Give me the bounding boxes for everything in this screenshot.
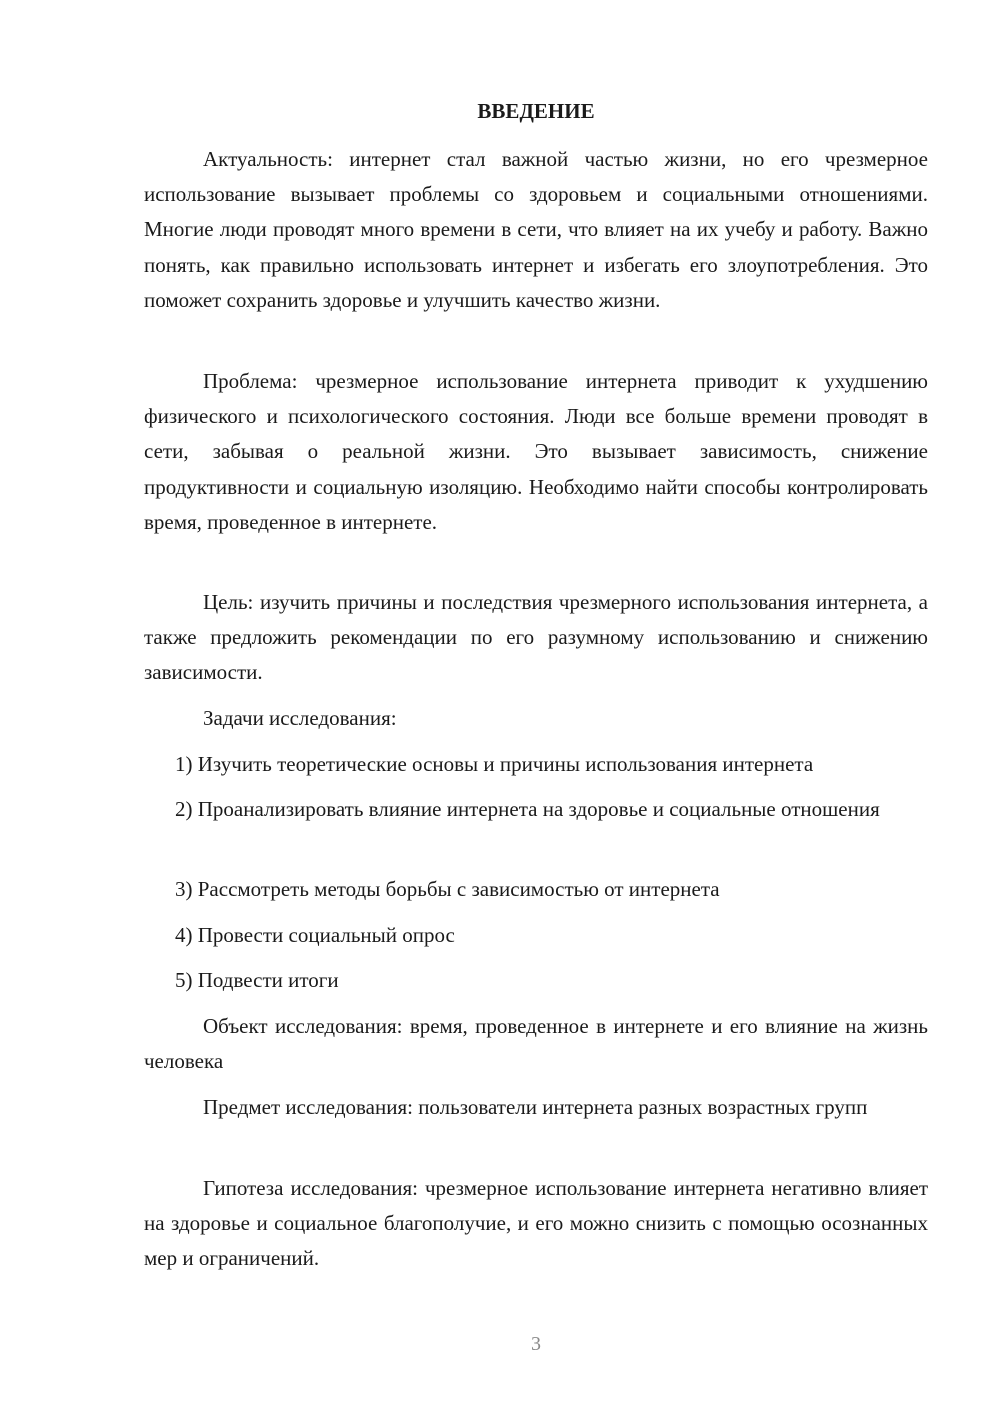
hypothesis-paragraph: Гипотеза исследования: чрезмерное использование интернета негативно влияет на здоровье и социальное благополучие, и его можно снизить с помощью осознанных мер и ограничений. — [144, 1176, 928, 1271]
task-item-2: 2) Проанализировать влияние интернета на здоровье и социальные отношения — [175, 797, 880, 821]
object-paragraph: Объект исследования: время, проведенное в интернете и его влияние на жизнь человека — [144, 1014, 928, 1074]
page-number: 3 — [531, 1333, 541, 1355]
tasks-title: Задачи исследования: — [203, 706, 397, 730]
problem-paragraph: Проблема: чрезмерное использование интернета приводит к ухудшению физического и психологического состояния. Люди все больше времени проводят в сети, забывая о реальной жизни. Это вызывает зависимость, снижение продуктивности и социальную изоляцию. Необходимо найти способы контролировать время, проведенное в интернете. — [144, 369, 928, 534]
task-item-1: 1) Изучить теоретические основы и причины использования интернета — [175, 752, 814, 776]
subject-paragraph: Предмет исследования: пользователи интернета разных возрастных групп — [203, 1095, 868, 1119]
task-item-3: 3) Рассмотреть методы борьбы с зависимостью от интернета — [175, 877, 720, 901]
goal-paragraph: Цель: изучить причины и последствия чрезмерного использования интернета, а также предложить рекомендации по его разумному использованию и снижению зависимости. — [144, 590, 928, 685]
relevance-paragraph: Актуальность: интернет стал важной частью жизни, но его чрезмерное использование вызывает проблемы со здоровьем и социальными отношениями. Многие люди проводят много времени в сети, что влияет на их учебу и работу. Важно понять, как правильно использовать интернет и избегать его злоупотребления. Это поможет сохранить здоровье и улучшить качество жизни. — [144, 147, 928, 312]
section-heading: ВВЕДЕНИЕ — [477, 99, 595, 123]
task-item-5: 5) Подвести итоги — [175, 968, 339, 992]
task-item-4: 4) Провести социальный опрос — [175, 923, 455, 947]
